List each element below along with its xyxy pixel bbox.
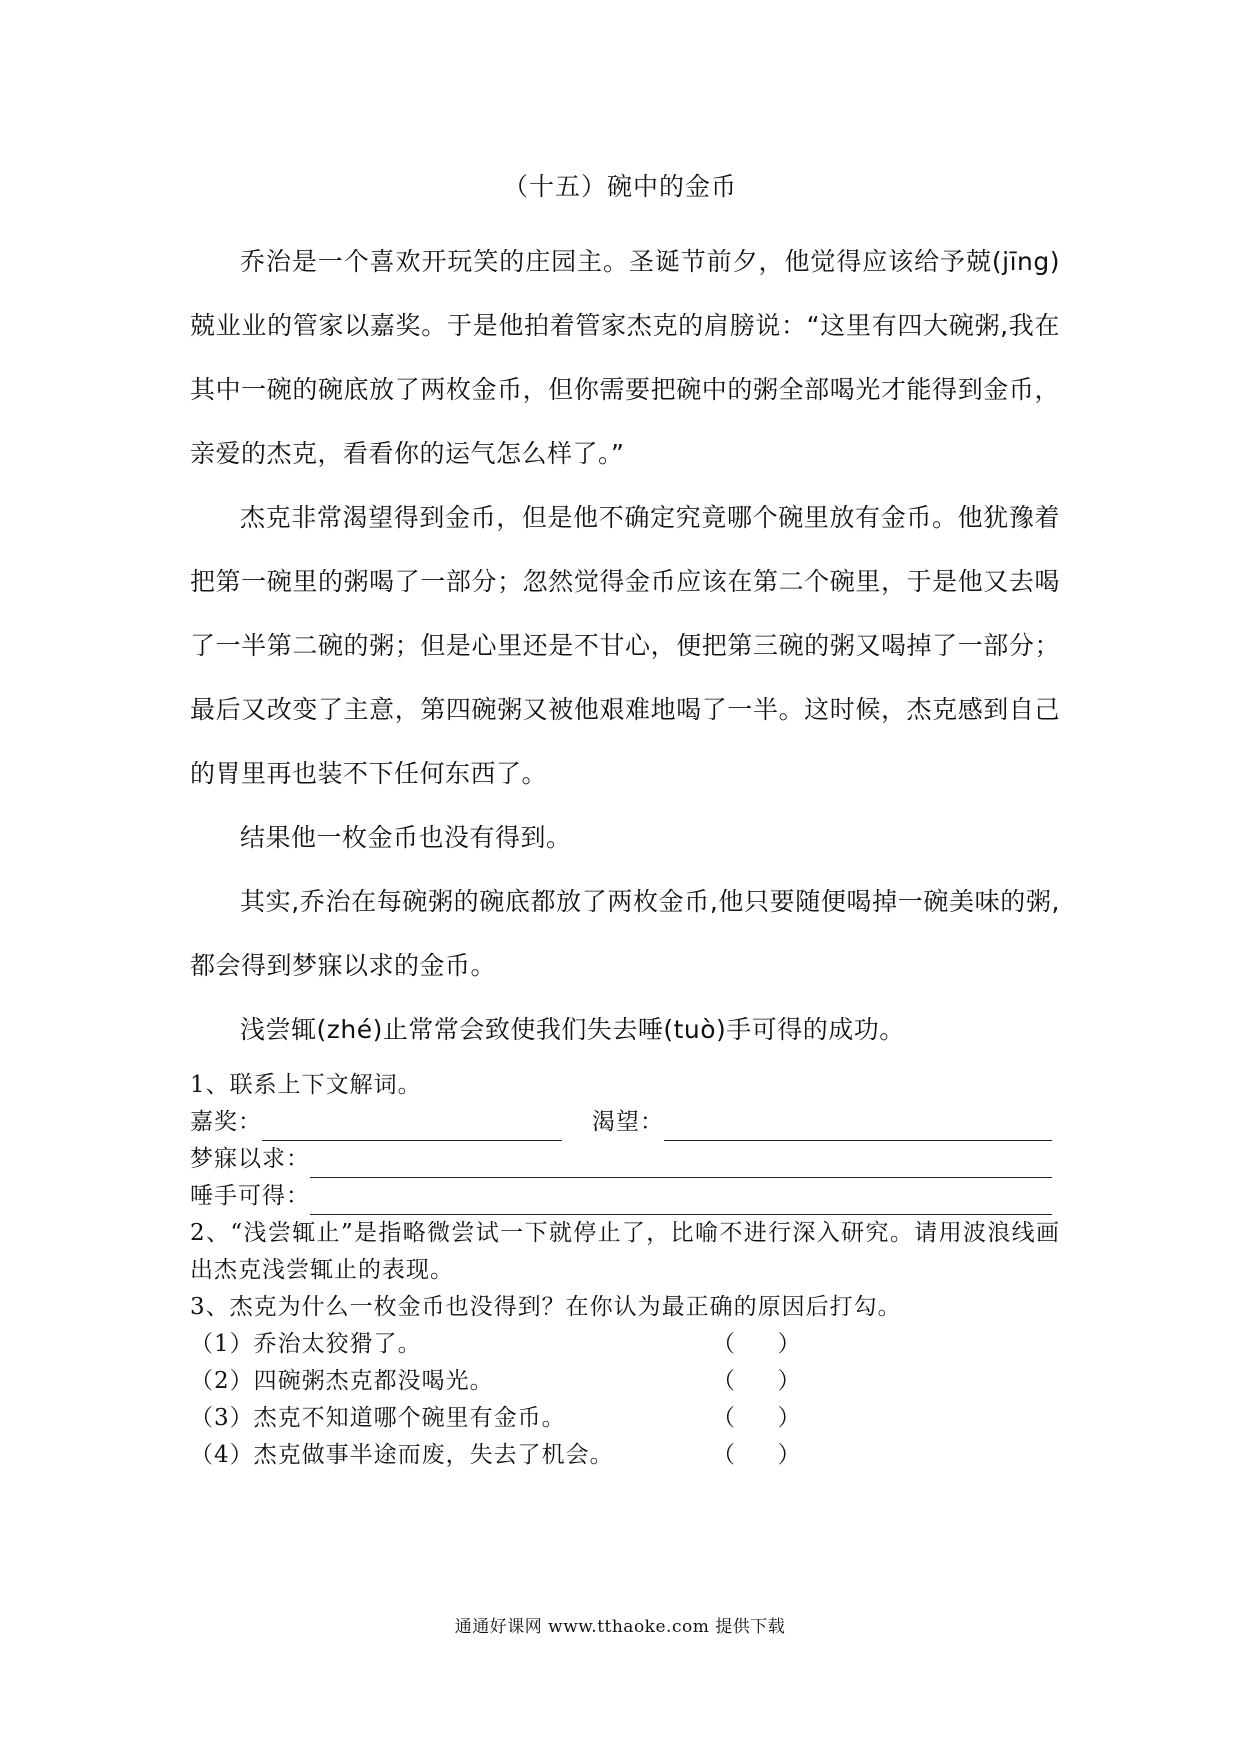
answer-row-jiajiang-kewang [190,1104,1060,1141]
question-1-prompt: 1、联系上下文解词。 [190,1072,422,1098]
story-paragraph: 乔治是一个喜欢开玩笑的庄园主。圣诞节前夕，他觉得应该给予兢(jīng)兢业业的管家以嘉奖。于是他拍着管家杰克的肩膀说：“这里有四大碗粥,我在其中一碗的碗底放了两枚金币，但你需要把碗中的粥全部喝光才能得到金币，亲爱的杰克，看看你的运气怎么样了。” [190,247,1060,468]
story-text [190,230,1060,1062]
choice-checkbox[interactable]: （ ） [712,1405,802,1431]
story-paragraph: 杰克非常渴望得到金币，但是他不确定究竟哪个碗里放有金币。他犹豫着把第一碗里的粥喝了一部分；忽然觉得金币应该在第二个碗里，于是他又去喝了一半第二碗的粥；但是心里还是不甘心，便把第三碗的粥又喝掉了一部分；最后又改变了主意，第四碗粥又被他艰难地喝了一半。这时候，杰克感到自己的胃里再也装不下任何东西了。 [190,503,1060,788]
answer-row-tuoshou [190,1178,1060,1215]
page-title: （十五）碗中的金币 [502,172,737,201]
story-paragraph: 其实,乔治在每碗粥的碗底都放了两枚金币,他只要随便喝掉一碗美味的粥,都会得到梦寐以求的金币。 [190,887,1060,980]
kewang-answer-blank[interactable] [664,1116,1052,1141]
question-3-prompt: 3、杰克为什么一枚金币也没得到？在你认为最正确的原因后打勾。 [190,1294,902,1320]
choice-checkbox[interactable]: （ ） [712,1331,802,1357]
mengmei-label: 梦寐以求： [190,1146,310,1172]
tuoshou-label: 唾手可得： [190,1183,310,1209]
footer-source: 通通好课网 www.tthaoke.com 提供下载 [454,1617,786,1637]
choice-option [190,1363,1060,1400]
story-paragraph: 浅尝辄(zhé)止常常会致使我们失去唾(tuò)手可得的成功。 [240,1015,905,1044]
choice-text: （1）乔治太狡猾了。 [190,1331,422,1357]
choice-text: （2）四碗粥杰克都没喝光。 [190,1368,494,1394]
tuoshou-answer-blank[interactable] [310,1190,1052,1215]
kewang-label: 渴望： [592,1109,664,1135]
jiajiang-label: 嘉奖： [190,1109,262,1135]
choice-checkbox[interactable]: （ ） [712,1368,802,1394]
mengmei-answer-blank[interactable] [310,1153,1052,1178]
answer-row-mengmei [190,1141,1060,1178]
question-2-prompt: 2、“浅尝辄止”是指略微尝试一下就停止了，比喻不进行深入研究。请用波浪线画出杰克浅尝辄止的表现。 [190,1220,1060,1283]
choice-text: （3）杰克不知道哪个碗里有金币。 [190,1405,566,1431]
questions-section [190,1067,1060,1474]
choice-option [190,1326,1060,1363]
choice-option [190,1437,1060,1474]
choice-text: （4）杰克做事半途而废，失去了机会。 [190,1442,614,1468]
story-paragraph: 结果他一枚金币也没有得到。 [240,823,572,852]
choice-option [190,1400,1060,1437]
jiajiang-answer-blank[interactable] [262,1116,562,1141]
choice-checkbox[interactable]: （ ） [712,1442,802,1468]
